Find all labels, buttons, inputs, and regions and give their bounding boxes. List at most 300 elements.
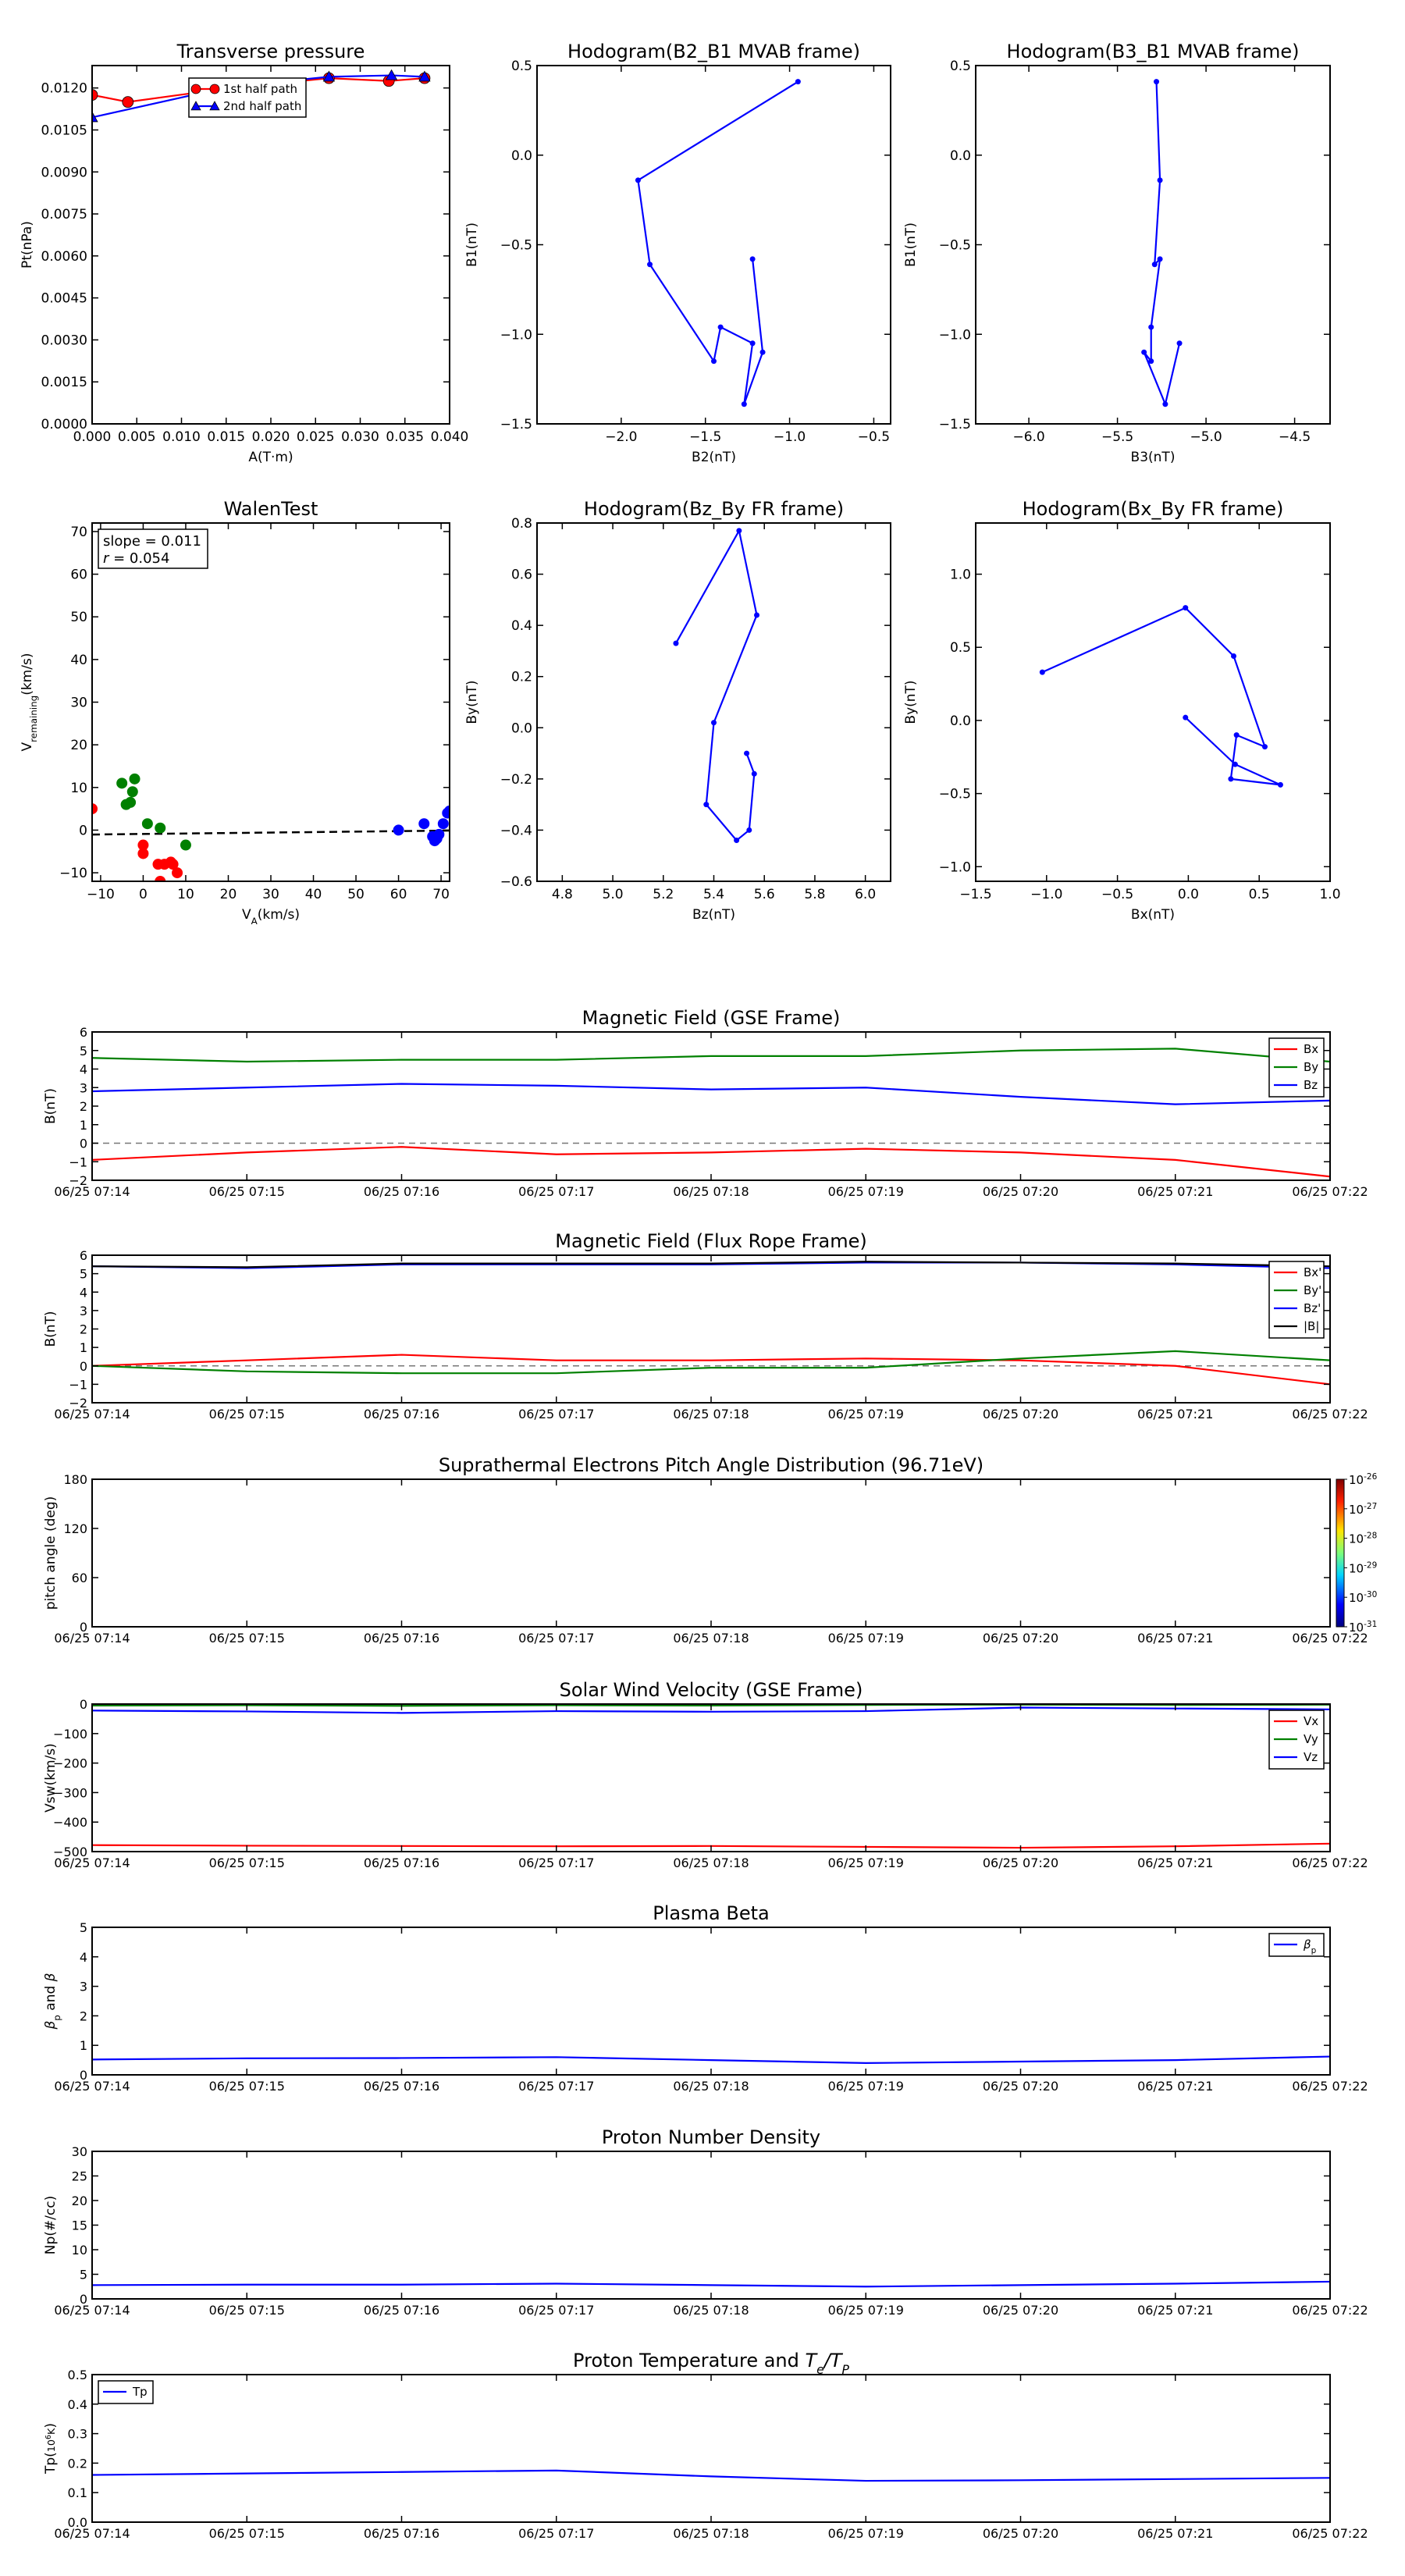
x-tick-label: 06/25 07:15	[208, 1184, 285, 1199]
x-tick-label: −6.0	[1012, 429, 1045, 445]
x-tick-label: −5.0	[1190, 429, 1222, 445]
plot-area	[92, 1705, 1330, 1848]
annotation-line: slope = 0.011	[103, 533, 201, 550]
y-tick-label: 5	[79, 1920, 87, 1935]
y-tick-label: −100	[53, 1726, 87, 1742]
plot-area	[92, 2282, 1330, 2286]
y-tick-label: 0.3	[67, 2426, 87, 2442]
chart-title: Hodogram(B2_B1 MVAB frame)	[567, 41, 860, 62]
x-tick-label: 50	[347, 887, 365, 902]
y-axis-label: By(nT)	[464, 680, 480, 724]
x-tick-label: 06/25 07:20	[982, 2303, 1059, 2318]
x-tick-label: 06/25 07:18	[673, 1856, 749, 1870]
series-bgse-Bz-line	[92, 1084, 1330, 1105]
x-tick-label: −5.5	[1101, 429, 1134, 445]
y-tick-label: 6	[79, 1248, 87, 1263]
x-tick-label: 0.030	[341, 429, 379, 445]
chart-tp	[20, 41, 468, 465]
y-tick-label: 20	[71, 2194, 87, 2208]
x-tick-label: 5.0	[602, 887, 624, 902]
x-tick-label: 06/25 07:14	[54, 1184, 130, 1199]
plot-area	[92, 1261, 1330, 1384]
y-tick-label: 0.0060	[41, 248, 87, 265]
x-tick-label: 06/25 07:14	[54, 1407, 130, 1421]
y-tick-label: 0.0	[510, 720, 532, 737]
series-bgse-By-line	[92, 1048, 1330, 1062]
plot-frame	[92, 1255, 1330, 1403]
x-axis-label: Bx(nT)	[1130, 907, 1176, 923]
x-tick-label: 06/25 07:14	[54, 2526, 130, 2541]
y-tick-label: 0.0090	[41, 165, 87, 181]
legend-marker	[210, 84, 219, 94]
y-tick-label: 0.4	[67, 2396, 87, 2412]
y-tick-label: 5	[79, 2267, 87, 2282]
x-tick-label: 06/25 07:16	[363, 1407, 440, 1421]
series-hxy-0-point	[1262, 744, 1268, 749]
series-h33-0-point	[1158, 177, 1163, 183]
x-tick-label: 06/25 07:20	[982, 1184, 1059, 1199]
series-walen-1-point	[130, 774, 140, 784]
series-bfr-By-line	[92, 1351, 1330, 1373]
chart-title: Hodogram(Bx_By FR frame)	[1022, 498, 1284, 520]
x-tick-label: 06/25 07:14	[54, 1856, 130, 1870]
y-tick-label: 40	[70, 652, 87, 668]
x-tick-label: 06/25 07:18	[673, 2526, 749, 2541]
y-axis-label: Np(#/cc)	[43, 2195, 59, 2255]
y-tick-label: 0.0	[949, 148, 971, 164]
x-tick-label: 06/25 07:22	[1292, 1631, 1368, 1646]
series-walen-0-point	[138, 840, 148, 850]
plot-area	[87, 774, 455, 886]
y-tick-label: 60	[71, 1571, 87, 1585]
x-tick-label: 4.8	[551, 887, 573, 902]
y-tick-label: 4	[79, 1062, 87, 1077]
series-h23-0-point	[795, 79, 801, 84]
x-tick-label: 06/25 07:19	[827, 2526, 904, 2541]
series-hxy-0-point	[1278, 782, 1283, 788]
plot-area	[1141, 79, 1182, 407]
series-hzy-0-point	[754, 613, 759, 618]
x-tick-label: −1.0	[773, 429, 806, 445]
legend-label: Bx'	[1304, 1265, 1322, 1279]
x-tick-label: −1.5	[959, 887, 992, 902]
legend-label: 1st half path	[223, 82, 298, 96]
series-hxy-0-point	[1232, 762, 1238, 767]
series-h33-0-point	[1148, 358, 1154, 364]
legend-label: By	[1304, 1060, 1319, 1074]
x-tick-label: 06/25 07:18	[673, 2079, 749, 2094]
x-tick-label: 06/25 07:19	[827, 1407, 904, 1421]
y-axis-label: pitch angle (deg)	[43, 1496, 59, 1610]
chart-title: Suprathermal Electrons Pitch Angle Distribution (96.71eV)	[438, 1454, 984, 1476]
y-tick-label: 0	[79, 2068, 87, 2083]
chart-bfr	[43, 1230, 1368, 1421]
y-tick-label: 2	[79, 1322, 87, 1337]
x-tick-label: 06/25 07:16	[363, 1184, 440, 1199]
y-tick-label: 3	[79, 1979, 87, 1994]
colorbar	[1336, 1479, 1344, 1627]
y-tick-label: −0.5	[938, 786, 971, 802]
y-tick-label: 25	[71, 2169, 87, 2184]
plot-area	[92, 2057, 1330, 2063]
series-h33-0-point	[1154, 79, 1159, 84]
y-tick-label: 20	[70, 738, 87, 754]
chart-walen	[20, 498, 455, 927]
series-hxy-0-line	[1042, 608, 1280, 785]
plot-frame	[92, 66, 450, 424]
y-tick-label: −0.6	[500, 874, 532, 890]
legend-label: Vx	[1304, 1714, 1319, 1728]
y-axis-label: $V_{remaining}(km/s)$	[20, 653, 39, 752]
y-tick-label: −1.0	[500, 327, 532, 343]
plot-area	[1040, 605, 1283, 788]
series-hzy-0-point	[673, 641, 678, 646]
x-tick-label: 06/25 07:19	[827, 1184, 904, 1199]
x-tick-label: 06/25 07:19	[827, 1631, 904, 1646]
x-tick-label: 06/25 07:22	[1292, 2079, 1368, 2094]
y-tick-label: 10	[70, 780, 87, 796]
y-tick-label: 0.5	[949, 640, 971, 656]
plot-frame	[92, 1704, 1330, 1852]
y-tick-label: 15	[71, 2218, 87, 2233]
y-axis-label: Vsw(km/s)	[43, 1743, 59, 1813]
x-tick-label: 06/25 07:14	[54, 2079, 130, 2094]
y-tick-label: 120	[63, 1521, 87, 1536]
colorbar-label: $10^{-28}$	[1349, 1531, 1378, 1546]
x-tick-label: −0.5	[857, 429, 891, 445]
series-h23-0-point	[718, 325, 724, 330]
chart-beta	[43, 1902, 1368, 2094]
y-tick-label: 60	[70, 567, 87, 583]
x-tick-label: 60	[389, 887, 407, 902]
series-hzy-0-point	[703, 802, 709, 807]
y-tick-label: 0	[79, 2292, 87, 2307]
x-tick-label: 06/25 07:20	[982, 2079, 1059, 2094]
chart-vsw	[43, 1679, 1368, 1870]
y-tick-label: 180	[63, 1472, 87, 1487]
x-tick-label: 06/25 07:17	[518, 2303, 595, 2318]
series-hxy-0-point	[1183, 715, 1188, 720]
plot-frame	[92, 2151, 1330, 2299]
y-tick-label: 0.0105	[41, 123, 87, 139]
chart-title: WalenTest	[223, 498, 318, 520]
chart-title: Plasma Beta	[653, 1902, 770, 1924]
x-tick-label: 06/25 07:21	[1137, 2079, 1214, 2094]
y-tick-label: 30	[70, 695, 87, 711]
legend-label: |B|	[1304, 1319, 1320, 1333]
x-tick-label: 0.005	[117, 429, 156, 445]
y-tick-label: −0.4	[500, 823, 532, 839]
x-tick-label: 06/25 07:18	[673, 1184, 749, 1199]
y-tick-label: 0.4	[510, 618, 532, 635]
x-tick-label: 06/25 07:16	[363, 1631, 440, 1646]
x-tick-label: 06/25 07:20	[982, 1856, 1059, 1870]
series-bfr-Bx-line	[92, 1355, 1330, 1385]
legend-label: Bx	[1304, 1042, 1319, 1056]
y-axis-label: $\beta_p$ and β	[43, 1973, 62, 2030]
chart-np	[43, 2126, 1368, 2318]
plot-area	[92, 2471, 1330, 2481]
y-tick-label: 1	[79, 1117, 87, 1133]
x-tick-label: 06/25 07:15	[208, 2303, 285, 2318]
x-tick-label: 70	[432, 887, 450, 902]
chart-title: Hodogram(Bz_By FR frame)	[583, 498, 845, 520]
x-tick-label: −1.0	[1030, 887, 1063, 902]
legend-label: 2nd half path	[223, 99, 302, 113]
x-tick-label: 06/25 07:15	[208, 1407, 285, 1421]
y-tick-label: 0.2	[510, 669, 532, 685]
x-tick-label: 06/25 07:21	[1137, 1184, 1214, 1199]
plot-frame	[537, 66, 891, 424]
x-tick-label: 06/25 07:18	[673, 1407, 749, 1421]
x-tick-label: 06/25 07:15	[208, 2079, 285, 2094]
x-tick-label: 06/25 07:22	[1292, 1407, 1368, 1421]
x-axis-label: $V_A(km/s)$	[241, 907, 301, 927]
x-tick-label: −1.5	[689, 429, 722, 445]
y-tick-label: 2	[79, 2008, 87, 2024]
legend-label: Vy	[1304, 1732, 1318, 1746]
legend-label: $\beta_p$	[1304, 1937, 1317, 1955]
y-axis-label: B(nT)	[43, 1087, 59, 1125]
y-tick-label: 0.0015	[41, 375, 87, 391]
series-hzy-0-line	[676, 531, 757, 841]
series-h33-0-point	[1177, 340, 1183, 346]
x-tick-label: 06/25 07:17	[518, 1184, 595, 1199]
y-tick-label: −1.5	[500, 417, 532, 432]
x-tick-label: 5.8	[804, 887, 826, 902]
series-walen-1-point	[142, 819, 152, 829]
x-tick-label: 0.035	[386, 429, 425, 445]
series-h33-0-point	[1141, 350, 1147, 355]
x-tick-label: 06/25 07:20	[982, 1407, 1059, 1421]
y-tick-label: −500	[53, 1845, 87, 1859]
x-tick-label: −2.0	[605, 429, 638, 445]
x-tick-label: 06/25 07:16	[363, 1856, 440, 1870]
legend-label: By'	[1304, 1283, 1322, 1297]
y-tick-label: 0.0	[949, 713, 971, 729]
series-walen-0-point	[168, 859, 178, 870]
y-tick-label: −0.5	[500, 237, 532, 254]
series-walen-1-point	[126, 797, 136, 807]
y-axis-label: B1(nT)	[903, 222, 919, 267]
y-tick-label: 0	[79, 1358, 87, 1374]
y-axis-label: B(nT)	[43, 1311, 59, 1347]
x-tick-label: 5.6	[753, 887, 775, 902]
x-tick-label: −10	[86, 887, 115, 902]
series-walen-1-point	[127, 787, 137, 797]
y-tick-label: −0.2	[500, 771, 532, 788]
y-tick-label: 70	[70, 524, 87, 540]
x-tick-label: 0.040	[430, 429, 469, 445]
x-axis-label: Bz(nT)	[692, 907, 736, 923]
series-h33-0-point	[1162, 401, 1168, 407]
y-tick-label: 3	[79, 1303, 87, 1318]
y-tick-label: 10	[71, 2243, 87, 2258]
legend-label: Tp	[133, 2385, 148, 2399]
series-hxy-0-point	[1228, 776, 1233, 781]
y-tick-label: −2	[69, 1173, 87, 1188]
series-h33-0-point	[1152, 262, 1158, 267]
x-tick-label: 06/25 07:17	[518, 1856, 595, 1870]
x-tick-label: 20	[219, 887, 237, 902]
x-tick-label: 10	[177, 887, 194, 902]
y-tick-label: 2	[79, 1099, 87, 1114]
series-hzy-0-point	[711, 720, 717, 725]
x-tick-label: 06/25 07:16	[363, 2079, 440, 2094]
series-hzy-0-point	[734, 838, 739, 843]
x-tick-label: 0.010	[162, 429, 201, 445]
x-tick-label: 06/25 07:16	[363, 2526, 440, 2541]
x-tick-label: 06/25 07:22	[1292, 1184, 1368, 1199]
y-tick-label: 4	[79, 1949, 87, 1965]
x-tick-label: 06/25 07:21	[1137, 2303, 1214, 2318]
series-walen-1-point	[155, 823, 165, 833]
series-h23-0-point	[750, 340, 756, 346]
chart-title: Magnetic Field (GSE Frame)	[582, 1007, 841, 1029]
chart-title: Transverse pressure	[176, 41, 365, 62]
y-tick-label: 0.5	[510, 59, 532, 74]
x-tick-label: −4.5	[1278, 429, 1311, 445]
y-tick-label: 0.5	[67, 2368, 87, 2382]
y-tick-label: 0	[79, 823, 87, 839]
chart-title: Proton Number Density	[601, 2126, 821, 2148]
y-tick-label: 0.5	[949, 59, 971, 74]
series-h33-0-point	[1158, 256, 1163, 262]
series-h23-0-line	[638, 82, 798, 404]
y-tick-label: 1	[79, 1340, 87, 1356]
series-h23-0-point	[711, 358, 717, 364]
x-tick-label: 06/25 07:18	[673, 1631, 749, 1646]
x-tick-label: 06/25 07:20	[982, 2526, 1059, 2541]
series-hzy-0-point	[744, 751, 749, 756]
y-tick-label: 1.0	[949, 567, 971, 583]
legend-label: Vz	[1304, 1750, 1318, 1764]
x-tick-label: 0.000	[73, 429, 112, 445]
x-tick-label: 0.015	[207, 429, 246, 445]
series-h23-0-point	[635, 177, 641, 183]
annotation-line: r = 0.054	[103, 550, 170, 567]
legend-label: Bz'	[1304, 1301, 1321, 1315]
y-tick-label: 30	[71, 2144, 87, 2159]
series-tp-1sthalfpath-marker	[123, 97, 133, 108]
y-tick-label: 4	[79, 1285, 87, 1300]
series-hxy-0-point	[1183, 605, 1188, 610]
x-tick-label: 5.2	[653, 887, 674, 902]
series-walen-2-point	[393, 825, 404, 835]
x-tick-label: 06/25 07:21	[1137, 1856, 1214, 1870]
y-axis-label: Pt(nPa)	[20, 221, 35, 269]
y-axis-label: $Tp(10^6K)$	[43, 2422, 59, 2475]
y-tick-label: 50	[70, 610, 87, 626]
chart-temp	[43, 2350, 1368, 2541]
x-tick-label: 06/25 07:17	[518, 2079, 595, 2094]
y-tick-label: 0.1	[67, 2485, 87, 2501]
plot-frame	[92, 2375, 1330, 2522]
y-axis-label: B1(nT)	[464, 222, 480, 267]
chart-h33	[903, 41, 1330, 465]
y-tick-label: −2	[69, 1396, 87, 1411]
x-tick-label: 06/25 07:22	[1292, 2526, 1368, 2541]
y-tick-label: −10	[59, 866, 87, 882]
x-tick-label: 06/25 07:15	[208, 1856, 285, 1870]
x-tick-label: 06/25 07:19	[827, 2303, 904, 2318]
plot-frame	[976, 523, 1330, 881]
y-tick-label: 0.0030	[41, 333, 87, 349]
chart-pad	[43, 1454, 1378, 1646]
x-tick-label: 06/25 07:17	[518, 1407, 595, 1421]
series-walen-2-point	[438, 819, 448, 829]
chart-title: Hodogram(B3_B1 MVAB frame)	[1006, 41, 1300, 62]
y-tick-label: −1	[69, 1377, 87, 1393]
series-np-0-line	[92, 2282, 1330, 2286]
x-tick-label: 06/25 07:18	[673, 2303, 749, 2318]
chart-title: Solar Wind Velocity (GSE Frame)	[559, 1679, 863, 1701]
y-axis-label: By(nT)	[903, 680, 919, 724]
legend-label: Bz	[1304, 1078, 1318, 1092]
chart-hzy	[464, 498, 891, 923]
series-h23-0-point	[750, 256, 756, 262]
x-tick-label: 06/25 07:22	[1292, 1856, 1368, 1870]
y-tick-label: 0.0075	[41, 207, 87, 223]
x-tick-label: 0.020	[251, 429, 290, 445]
x-tick-label: 06/25 07:22	[1292, 2303, 1368, 2318]
y-tick-label: 0.0045	[41, 290, 87, 307]
series-h33-0-point	[1148, 325, 1154, 330]
x-tick-label: 06/25 07:14	[54, 1631, 130, 1646]
series-walen-2-point	[432, 834, 442, 844]
y-tick-label: −1	[69, 1155, 87, 1170]
y-tick-label: 0.8	[510, 516, 532, 532]
plot-area	[635, 79, 801, 407]
series-beta-p-line	[92, 2057, 1330, 2063]
y-tick-label: 0	[79, 1620, 87, 1635]
x-tick-label: 06/25 07:21	[1137, 2526, 1214, 2541]
y-tick-label: 0	[79, 1136, 87, 1151]
series-hxy-0-point	[1040, 670, 1045, 675]
y-tick-label: −200	[53, 1756, 87, 1771]
chart-hxy	[903, 498, 1341, 923]
series-h23-0-point	[760, 350, 766, 355]
series-walen-1-point	[180, 840, 190, 850]
series-h23-0-point	[742, 401, 747, 407]
x-tick-label: 06/25 07:15	[208, 2526, 285, 2541]
x-tick-label: 06/25 07:16	[363, 2303, 440, 2318]
series-hxy-0-point	[1231, 653, 1236, 659]
y-tick-label: −1.0	[938, 859, 971, 876]
y-tick-label: 0.0	[67, 2515, 87, 2530]
y-tick-label: 0.6	[510, 567, 532, 583]
x-tick-label: 30	[262, 887, 279, 902]
y-tick-label: 0.0	[510, 148, 532, 164]
y-tick-label: 0.0000	[41, 417, 87, 432]
plot-area	[673, 528, 759, 843]
y-tick-label: 1	[79, 2038, 87, 2054]
y-tick-label: 5	[79, 1266, 87, 1282]
colorbar-label: $10^{-26}$	[1349, 1472, 1378, 1487]
chart-h23	[464, 41, 891, 465]
x-tick-label: 0.5	[1248, 887, 1270, 902]
x-tick-label: 06/25 07:14	[54, 2303, 130, 2318]
series-h33-0-line	[1144, 82, 1179, 404]
x-tick-label: 06/25 07:21	[1137, 1407, 1214, 1421]
series-hzy-0-point	[752, 771, 757, 777]
series-hzy-0-point	[746, 827, 752, 833]
y-tick-label: 6	[79, 1025, 87, 1040]
x-axis-label: B2(nT)	[692, 450, 736, 465]
y-tick-label: 0.0120	[41, 80, 87, 97]
x-tick-label: −0.5	[1101, 887, 1134, 902]
x-tick-label: 06/25 07:19	[827, 2079, 904, 2094]
